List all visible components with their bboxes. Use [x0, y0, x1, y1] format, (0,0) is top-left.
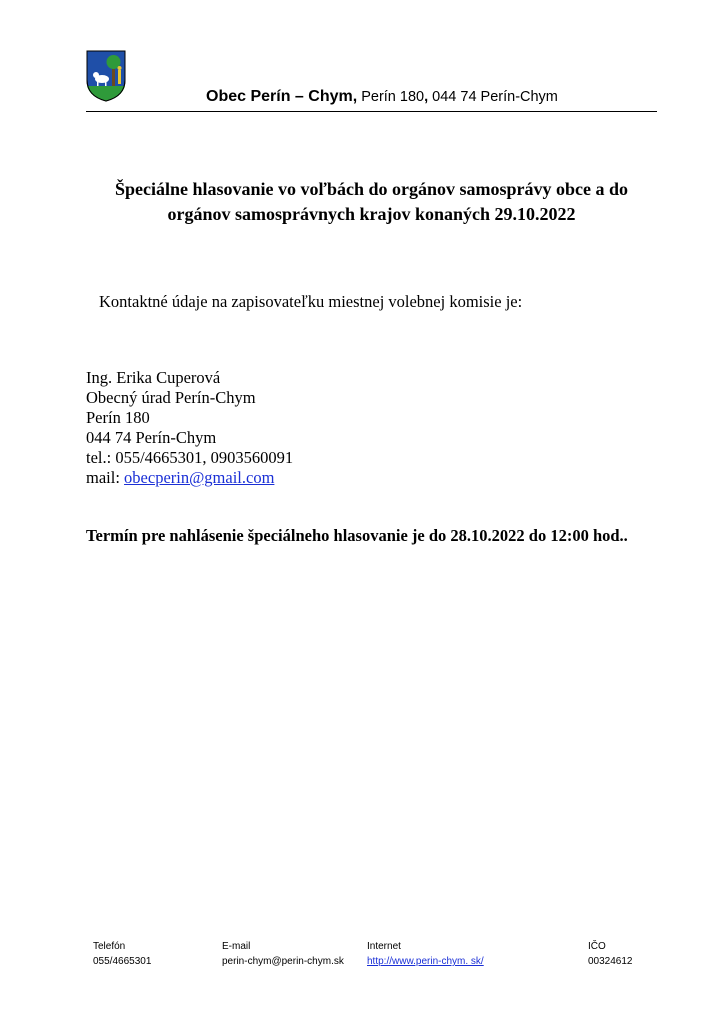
- footer-email: [222, 939, 344, 969]
- contact-city: 044 74 Perín-Chym: [86, 428, 217, 447]
- header-address-street: Perín 180: [361, 89, 425, 105]
- footer-ico-value: 00324612: [588, 956, 633, 967]
- contact-phone: tel.: 055/4665301, 0903560091: [86, 448, 294, 467]
- footer-phone-label: Telefón: [93, 941, 126, 952]
- contact-street: Perín 180: [86, 408, 150, 427]
- contact-intro-text: Kontaktné údaje na zapisovateľku miestnej volebnej komisie je:: [99, 292, 523, 311]
- document-title: [86, 177, 657, 227]
- contact-mail-row: [86, 468, 293, 488]
- coat-of-arms-icon: [86, 50, 126, 102]
- contact-mail-link[interactable]: obecperin@gmail.com: [124, 468, 275, 487]
- page-header: [206, 88, 666, 112]
- contact-mail-label: mail:: [86, 468, 125, 487]
- contact-office: Obecný úrad Perín-Chym: [86, 388, 256, 407]
- footer-ico-label: IČO: [588, 941, 606, 952]
- footer-email-value: perin-chym@perin-chym.sk: [222, 956, 344, 967]
- contact-name: Ing. Erika Cuperová: [86, 368, 221, 387]
- footer-phone: [93, 939, 151, 969]
- footer-internet: [367, 939, 484, 969]
- title-line-1: Špeciálne hlasovanie vo voľbách do orgánov samosprávy obce a do: [115, 179, 628, 199]
- footer-phone-value: 055/4665301: [93, 956, 152, 967]
- footer-internet-link[interactable]: http://www.perin-chym. sk/: [367, 956, 484, 967]
- municipality-name: Obec Perín – Chym,: [206, 88, 358, 105]
- footer-internet-label: Internet: [367, 941, 401, 952]
- title-line-2: orgánov samosprávnych krajov konaných 29.10.2022: [167, 204, 576, 224]
- contact-block: [86, 368, 293, 488]
- header-divider: [86, 111, 657, 112]
- footer-email-label: E-mail: [222, 941, 251, 952]
- header-address-city: 044 74 Perín-Chym: [432, 89, 558, 105]
- deadline-notice: Termín pre nahlásenie špeciálneho hlasovanie je do 28.10.2022 do 12:00 hod..: [86, 526, 628, 545]
- header-address-separator: ,: [424, 89, 429, 105]
- village-coat-of-arms: [86, 50, 126, 102]
- footer-ico: [588, 939, 633, 969]
